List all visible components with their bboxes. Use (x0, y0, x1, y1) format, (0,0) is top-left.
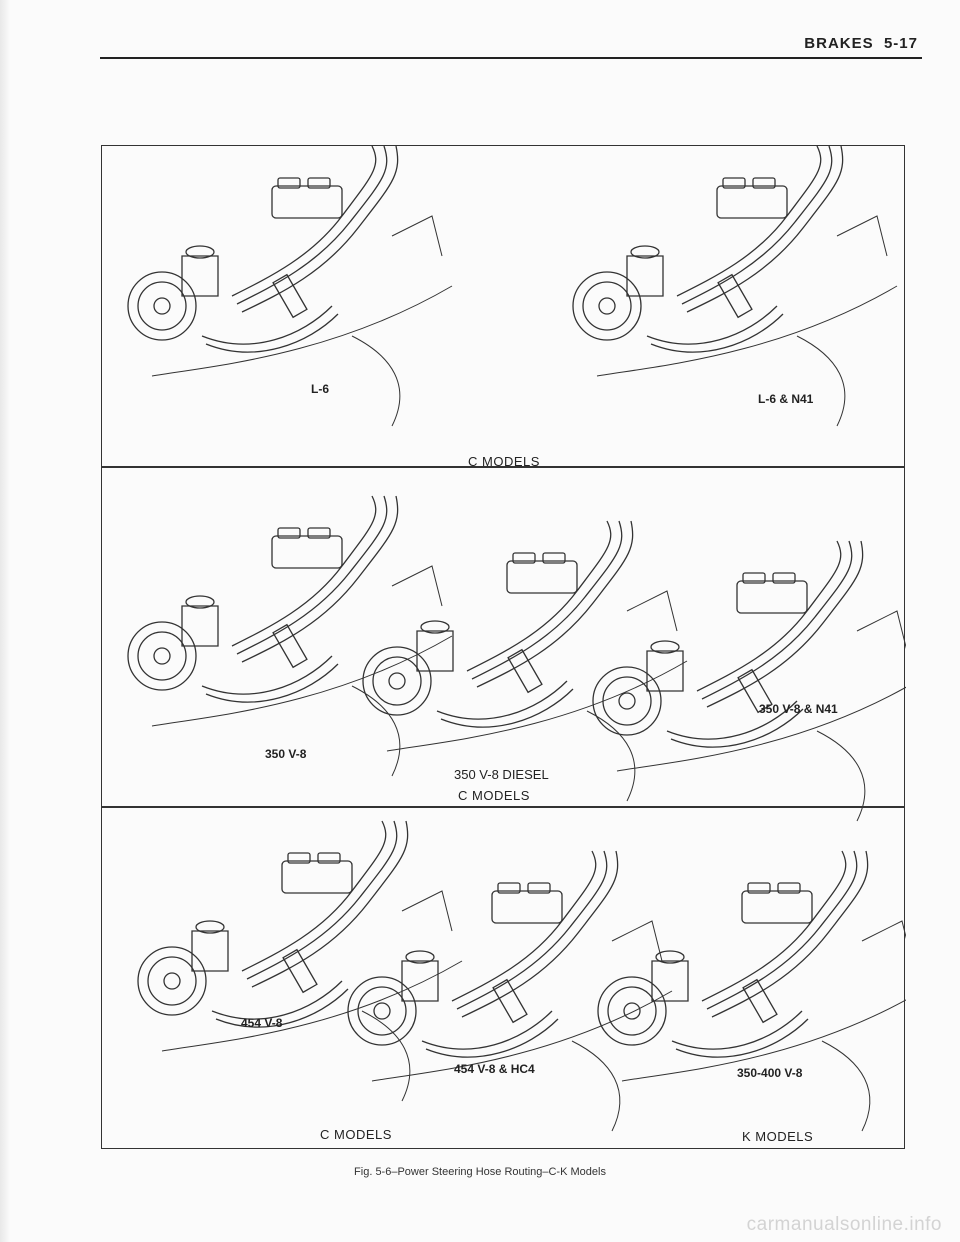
watermark: carmanualsonline.info (746, 1214, 942, 1235)
page-header (804, 35, 918, 52)
header-rule (100, 57, 922, 59)
engine-label-350-v8: 350 V-8 (265, 747, 307, 761)
engine-label-350-v8-diesel: 350 V-8 DIESEL (454, 767, 549, 782)
figure-caption: Fig. 5-6–Power Steering Hose Routing–C-K Models (354, 1166, 606, 1178)
section-title: BRAKES (804, 35, 874, 52)
page-shadow (0, 0, 10, 1242)
engine-label-454-v8: 454 V-8 (241, 1016, 283, 1030)
group-label-c-models: C MODELS (458, 788, 530, 803)
engine-label-l6-n41: L-6 & N41 (758, 392, 814, 406)
engine-label-l6: L-6 (311, 382, 329, 396)
figure-frame (101, 145, 905, 1149)
group-label-c-models: C MODELS (468, 454, 540, 469)
group-label-c-models: C MODELS (320, 1127, 392, 1142)
page-number: 5-17 (883, 35, 918, 52)
hose-routing-illustration (102, 146, 906, 1150)
engine-label-454-v8-hc4: 454 V-8 & HC4 (454, 1062, 535, 1076)
group-label-k-models: K MODELS (742, 1129, 814, 1144)
engine-label-350-v8-n41: 350 V-8 & N41 (759, 702, 838, 716)
engine-label-350-400-v8: 350-400 V-8 (737, 1066, 803, 1080)
